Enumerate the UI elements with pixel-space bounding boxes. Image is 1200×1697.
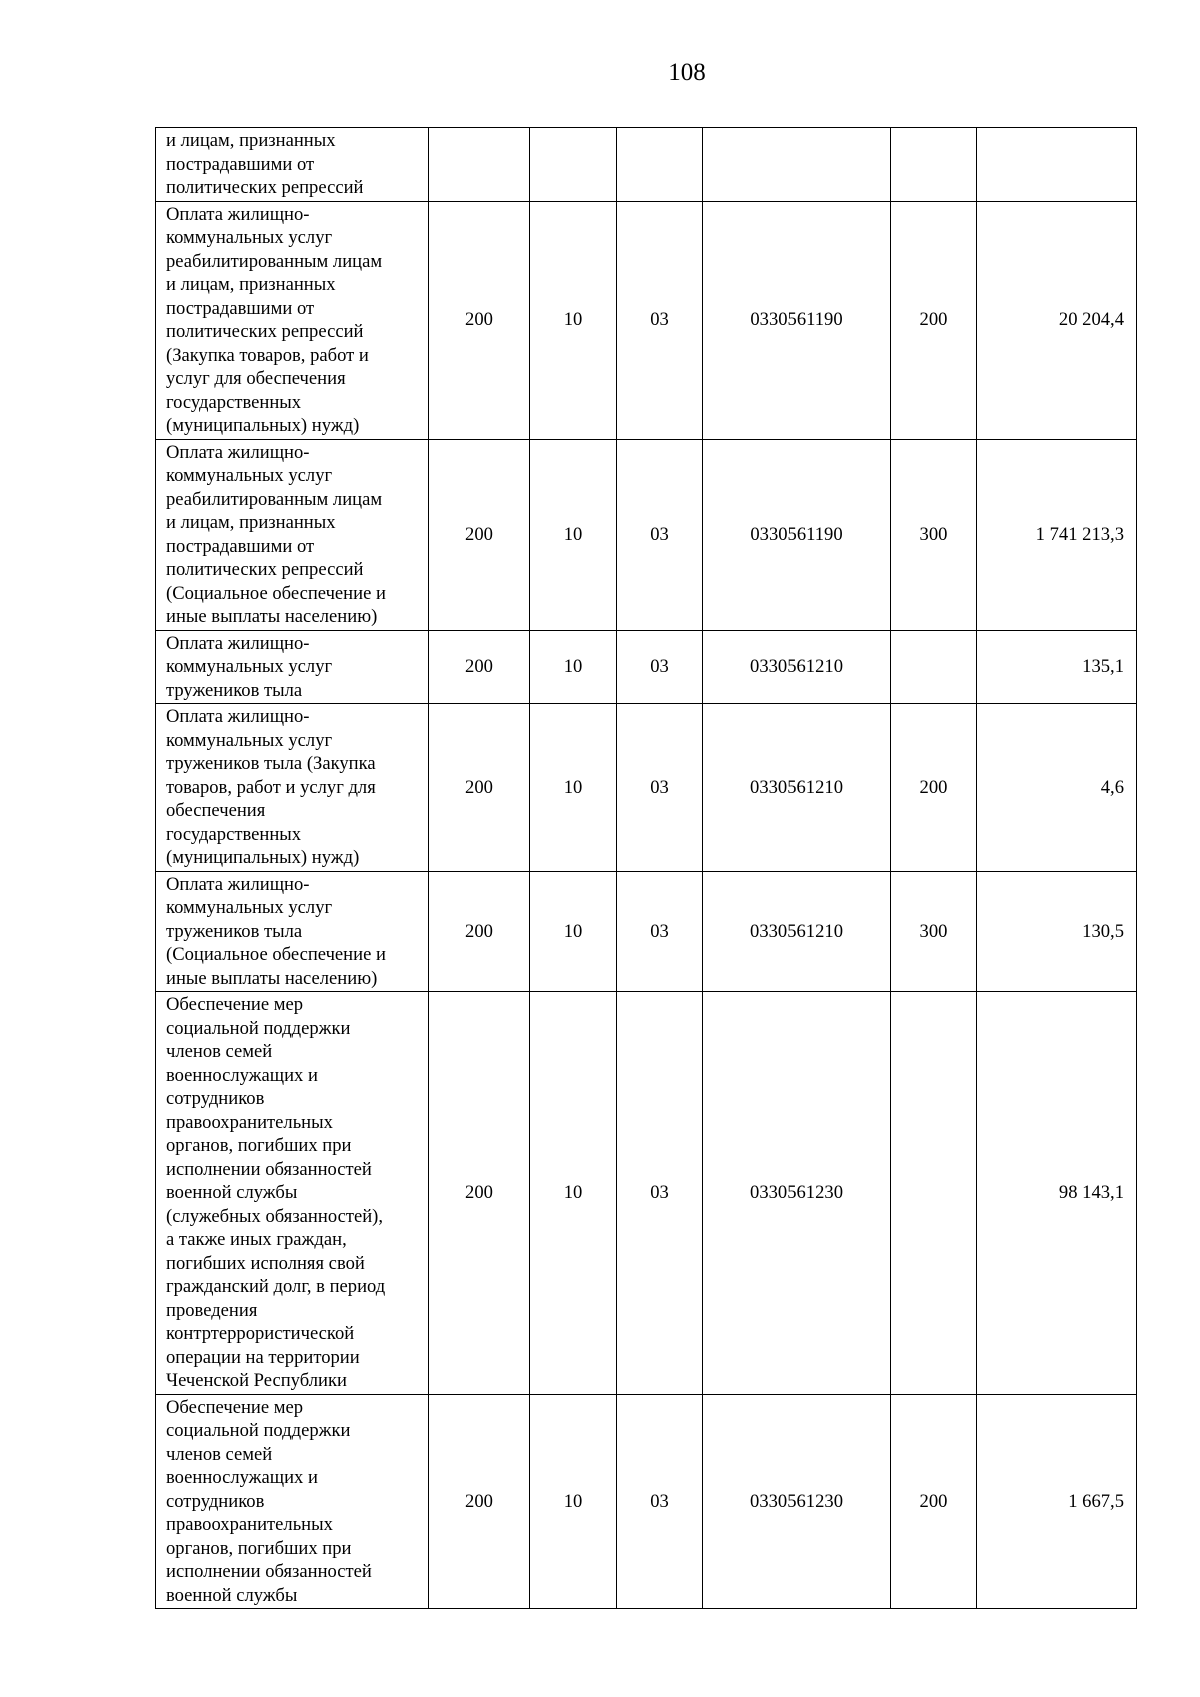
cell-subsection-code	[617, 128, 703, 202]
budget-table	[155, 127, 1137, 1609]
cell-expense-type-code	[891, 128, 977, 202]
cell-section-code	[530, 128, 617, 202]
cell-subsection-code: 03	[617, 439, 703, 630]
table-body	[156, 128, 1137, 1609]
cell-grbs-code: 200	[429, 992, 530, 1395]
cell-subsection-code: 03	[617, 1394, 703, 1609]
cell-section-code: 10	[530, 871, 617, 992]
table-row	[156, 439, 1137, 630]
cell-subsection-code: 03	[617, 871, 703, 992]
cell-expense-type-code: 200	[891, 704, 977, 872]
cell-section-code: 10	[530, 630, 617, 704]
cell-target-article-code: 0330561210	[703, 704, 891, 872]
cell-target-article-code: 0330561230	[703, 1394, 891, 1609]
cell-target-article-code: 0330561190	[703, 439, 891, 630]
table-row	[156, 201, 1137, 439]
cell-expense-type-code	[891, 630, 977, 704]
cell-amount: 130,5	[977, 871, 1137, 992]
cell-expense-type-code: 300	[891, 871, 977, 992]
cell-section-code: 10	[530, 704, 617, 872]
table-row	[156, 704, 1137, 872]
cell-expense-type-code: 300	[891, 439, 977, 630]
cell-amount: 1 667,5	[977, 1394, 1137, 1609]
table-row	[156, 871, 1137, 992]
cell-name: Оплата жилищно- коммунальных услуг реабилитированным лицам и лицам, признанных пострадавшими от политических репрессий (Социальное обеспечение и иные выплаты населению)	[156, 439, 429, 630]
cell-name: Обеспечение мер социальной поддержки членов семей военнослужащих и сотрудников правоохранительных органов, погибших при исполнении обязанностей военной службы (служебных обязанностей), а также иных граждан, погибших исполняя свой гражданский долг, в период проведения контртеррористической операции на территории Чеченской Республики	[156, 992, 429, 1395]
cell-grbs-code: 200	[429, 871, 530, 992]
cell-section-code: 10	[530, 201, 617, 439]
cell-grbs-code: 200	[429, 1394, 530, 1609]
cell-name: Оплата жилищно- коммунальных услуг тружеников тыла (Закупка товаров, работ и услуг для обеспечения государственных (муниципальных) нужд)	[156, 704, 429, 872]
cell-grbs-code: 200	[429, 704, 530, 872]
cell-subsection-code: 03	[617, 704, 703, 872]
cell-expense-type-code: 200	[891, 1394, 977, 1609]
cell-subsection-code: 03	[617, 201, 703, 439]
cell-target-article-code: 0330561210	[703, 871, 891, 992]
table-row	[156, 992, 1137, 1395]
page-number: 108	[668, 59, 706, 86]
cell-target-article-code	[703, 128, 891, 202]
table-row	[156, 1394, 1137, 1609]
table-row	[156, 630, 1137, 704]
cell-grbs-code	[429, 128, 530, 202]
cell-name: и лицам, признанных пострадавшими от политических репрессий	[156, 128, 429, 202]
cell-amount	[977, 128, 1137, 202]
cell-name: Оплата жилищно- коммунальных услуг тружеников тыла	[156, 630, 429, 704]
cell-expense-type-code	[891, 992, 977, 1395]
cell-grbs-code: 200	[429, 630, 530, 704]
table-row	[156, 128, 1137, 202]
cell-target-article-code: 0330561230	[703, 992, 891, 1395]
cell-subsection-code: 03	[617, 630, 703, 704]
cell-subsection-code: 03	[617, 992, 703, 1395]
cell-section-code: 10	[530, 1394, 617, 1609]
cell-grbs-code: 200	[429, 439, 530, 630]
cell-amount: 98 143,1	[977, 992, 1137, 1395]
cell-expense-type-code: 200	[891, 201, 977, 439]
cell-name: Обеспечение мер социальной поддержки членов семей военнослужащих и сотрудников правоохранительных органов, погибших при исполнении обязанностей военной службы	[156, 1394, 429, 1609]
cell-amount: 20 204,4	[977, 201, 1137, 439]
cell-target-article-code: 0330561210	[703, 630, 891, 704]
cell-grbs-code: 200	[429, 201, 530, 439]
cell-amount: 1 741 213,3	[977, 439, 1137, 630]
cell-amount: 135,1	[977, 630, 1137, 704]
cell-amount: 4,6	[977, 704, 1137, 872]
cell-target-article-code: 0330561190	[703, 201, 891, 439]
cell-section-code: 10	[530, 439, 617, 630]
cell-name: Оплата жилищно- коммунальных услуг реабилитированным лицам и лицам, признанных пострадавшими от политических репрессий (Закупка товаров, работ и услуг для обеспечения государственных (муниципальных) нужд)	[156, 201, 429, 439]
cell-section-code: 10	[530, 992, 617, 1395]
cell-name: Оплата жилищно- коммунальных услуг тружеников тыла (Социальное обеспечение и иные выплаты населению)	[156, 871, 429, 992]
